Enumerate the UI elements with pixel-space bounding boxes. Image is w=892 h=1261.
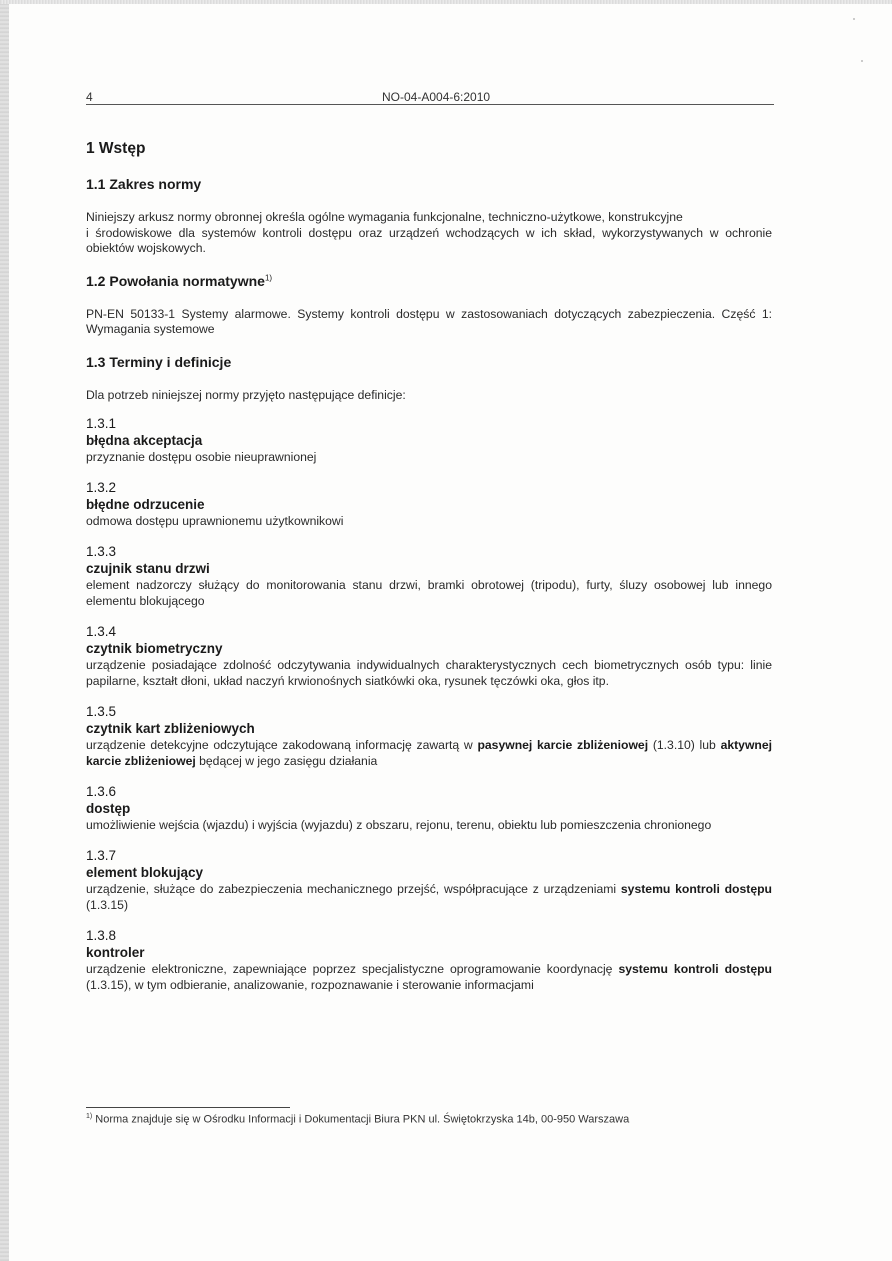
term-reference[interactable]: pasywnej karcie zbliżeniowej — [477, 738, 649, 752]
term-definition: element nadzorczy służący do monitorowania stanu drzwi, bramki obrotowej (tripodu), furty, śluzy osobowej lub innego elementu blokującego — [86, 578, 772, 608]
footnote-marker: 1) — [86, 1113, 93, 1120]
term-1-3-4 — [86, 623, 772, 689]
term-title: czujnik stanu drzwi — [86, 561, 210, 576]
term-number: 1.3.5 — [86, 704, 117, 719]
term-definition: urządzenie posiadające zdolność odczytywania indywidualnych charakterystycznych cech biometrycznych osób typu: linie papilarne, kształt dłoni, układ naczyń krwionośnych siatkówki oka, rysunek tęczówki oka, głos itp. — [86, 658, 772, 688]
term-title: błędne odrzucenie — [86, 497, 205, 512]
term-reference[interactable]: systemu kontroli dostępu — [618, 962, 772, 976]
footnote-ref[interactable]: 1) — [264, 272, 273, 282]
header-rule — [86, 104, 774, 105]
footnote — [86, 1113, 772, 1126]
term-1-3-1 — [86, 415, 772, 465]
section-1-title: 1 Wstęp — [86, 140, 146, 157]
term-title: kontroler — [86, 945, 145, 960]
term-number: 1.3.8 — [86, 928, 117, 943]
scan-edge-top — [0, 0, 892, 4]
footnote-text: Norma znajduje się w Ośrodku Informacji i Dokumentacji Biura PKN ul. Świętokrzyska 14b, 00-950 Warszawa — [95, 1113, 630, 1126]
section-1-2-text: PN-EN 50133-1 Systemy alarmowe. Systemy kontroli dostępu w zastosowaniach dotyczących zabezpieczenia. Część 1: Wymagania systemowe — [86, 306, 772, 336]
scan-edge-left — [0, 0, 9, 1261]
section-1-1-title: 1.1 Zakres normy — [86, 176, 202, 192]
term-title: czytnik kart zbliżeniowych — [86, 721, 255, 736]
section-1-1-line: Niniejszy arkusz normy obronnej określa ogólne wymagania funkcjonalne, techniczno-użytkowe, konstrukcyjne — [86, 210, 683, 224]
term-number: 1.3.3 — [86, 544, 117, 559]
term-definition — [86, 881, 772, 913]
term-1-3-8 — [86, 927, 772, 993]
page-number: 4 — [86, 90, 93, 104]
definition-text: (1.3.10) lub — [652, 738, 716, 752]
scan-speck — [861, 60, 863, 62]
term-number: 1.3.4 — [86, 624, 117, 639]
section-1-2-title-text: 1.2 Powołania normatywne — [86, 272, 265, 289]
term-number: 1.3.2 — [86, 480, 117, 495]
term-definition: odmowa dostępu uprawnionemu użytkownikowi — [86, 514, 344, 528]
section-1-1-text — [86, 210, 772, 257]
term-1-3-5 — [86, 703, 772, 769]
definition-text: (1.3.15) — [86, 898, 129, 912]
definition-text: urządzenie detekcyjne odczytujące zakodowaną informację zawartą w — [86, 738, 473, 752]
definition-text: (1.3.15), w tym odbieranie, analizowanie, rozpoznawanie i sterowanie informacjami — [86, 978, 534, 992]
term-title: element blokujący — [86, 865, 204, 880]
term-definition: przyznanie dostępu osobie nieuprawnionej — [86, 450, 317, 464]
term-title: błędna akceptacja — [86, 433, 203, 448]
term-number: 1.3.1 — [86, 416, 117, 431]
page-content — [86, 140, 772, 1007]
term-definition — [86, 737, 772, 769]
term-1-3-7 — [86, 847, 772, 913]
term-number: 1.3.6 — [86, 784, 117, 799]
section-1-3-intro: Dla potrzeb niniejszej normy przyjęto następujące definicje: — [86, 387, 406, 402]
term-definition: umożliwienie wejścia (wjazdu) i wyjścia (wyjazdu) z obszaru, rejonu, terenu, obiektu lub pomieszczenia chronionego — [86, 818, 712, 832]
term-definition — [86, 961, 772, 993]
term-title: czytnik biometryczny — [86, 641, 223, 656]
term-reference[interactable]: aktywnej karcie zbliżeniowej — [86, 738, 773, 768]
section-1-2-title — [86, 273, 772, 289]
definition-text: będącej w jego zasięgu działania — [199, 754, 378, 768]
section-1-3-title: 1.3 Terminy i definicje — [86, 353, 232, 370]
term-reference[interactable]: systemu kontroli dostępu — [620, 882, 773, 896]
term-1-3-3 — [86, 543, 772, 609]
scan-speck — [853, 18, 855, 20]
document-code: NO-04-A004-6:2010 — [382, 90, 491, 104]
term-title: dostęp — [86, 801, 131, 816]
section-1-1-line-2: i środowiskowe dla systemów kontroli dostępu oraz urządzeń wchodzących w ich skład, wykorzystywanych w ochronie obiektów wojskowych. — [86, 225, 772, 255]
definition-text: urządzenie elektroniczne, zapewniające poprzez specjalistyczne oprogramowanie koordynację — [86, 962, 613, 976]
term-number: 1.3.7 — [86, 848, 117, 863]
term-1-3-2 — [86, 479, 772, 529]
term-1-3-6 — [86, 783, 772, 833]
footnote-rule — [86, 1107, 290, 1108]
definition-text: urządzenie, służące do zabezpieczenia mechanicznego przejść, współpracujące z urządzeniami — [86, 882, 617, 896]
